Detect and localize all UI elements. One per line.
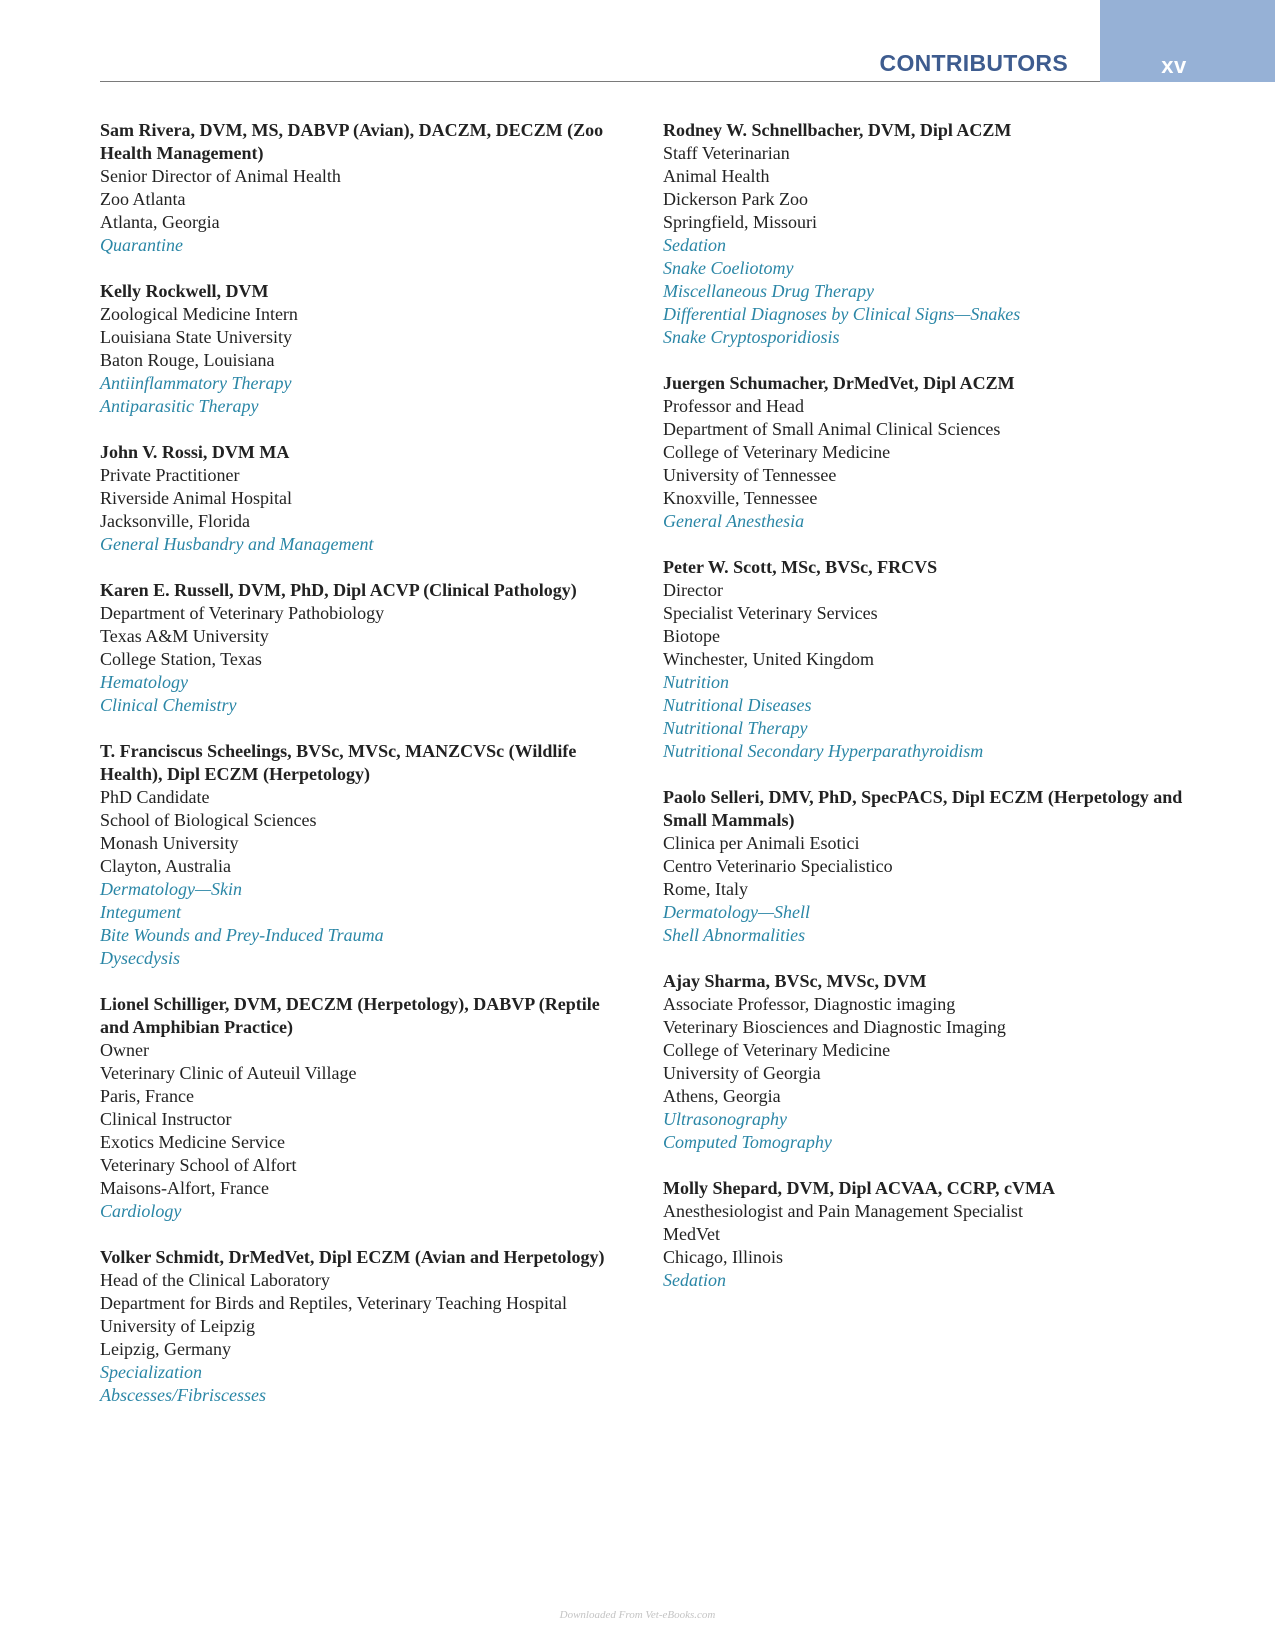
affiliation-line: Riverside Animal Hospital [100,488,292,508]
affiliation-line: College Station, Texas [100,649,262,669]
contributor-entry [100,579,620,717]
affiliation-line: Atlanta, Georgia [100,212,220,232]
affiliation-line: Springfield, Missouri [663,212,818,232]
chapter-topic: Sedation [663,1270,726,1290]
chapter-topic: Ultrasonography [663,1109,788,1129]
chapter-topic: Quarantine [100,235,183,255]
chapter-topic: Clinical Chemistry [100,695,237,715]
chapter-topic: Bite Wounds and Prey-Induced Trauma [100,925,384,945]
affiliation-line: University of Georgia [663,1063,821,1083]
affiliation-line: Clayton, Australia [100,856,231,876]
affiliation-line: College of Veterinary Medicine [663,442,891,462]
contributor-name: Volker Schmidt, DrMedVet, Dipl ECZM (Avian and Herpetology) [100,1247,605,1267]
affiliation-line: Associate Professor, Diagnostic imaging [663,994,956,1014]
chapter-topic: Shell Abnormalities [663,925,806,945]
affiliation-line: Winchester, United Kingdom [663,649,875,669]
affiliation-line: Veterinary School of Alfort [100,1155,297,1175]
affiliation-line: Animal Health [663,166,770,186]
chapter-topic: Nutritional Secondary Hyperparathyroidism [663,741,984,761]
contributor-entry [663,119,1203,349]
affiliation-line: Paris, France [100,1086,194,1106]
contributor-entry [100,280,620,418]
chapter-topic: Differential Diagnoses by Clinical Signs—Snakes [663,304,1021,324]
footer-note: Downloaded From Vet-eBooks.com [559,1609,716,1621]
contributor-name: Karen E. Russell, DVM, PhD, Dipl ACVP (Clinical Pathology) [100,580,577,600]
affiliation-line: Knoxville, Tennessee [663,488,818,508]
chapter-topic: Specialization [100,1362,202,1382]
affiliation-line: University of Leipzig [100,1316,255,1336]
affiliation-line: School of Biological Sciences [100,810,317,830]
affiliation-line: Monash University [100,833,239,853]
chapter-topic: Snake Coeliotomy [663,258,794,278]
affiliation-line: Veterinary Clinic of Auteuil Village [100,1063,357,1083]
affiliation-line: Exotics Medicine Service [100,1132,285,1152]
section-title: CONTRIBUTORS [879,50,1068,76]
chapter-topic: Cardiology [100,1201,182,1221]
affiliation-line: Senior Director of Animal Health [100,166,341,186]
chapter-topic: Nutritional Diseases [663,695,812,715]
affiliation-line: Chicago, Illinois [663,1247,783,1267]
contributor-name: Molly Shepard, DVM, Dipl ACVAA, CCRP, cVMA [663,1178,1056,1198]
affiliation-line: College of Veterinary Medicine [663,1040,891,1060]
chapter-topic: Nutritional Therapy [663,718,808,738]
affiliation-line: Department of Veterinary Pathobiology [100,603,385,623]
contributor-name: John V. Rossi, DVM MA [100,442,290,462]
affiliation-line: Zoo Atlanta [100,189,186,209]
contributor-name: Peter W. Scott, MSc, BVSc, FRCVS [663,557,938,577]
chapter-topic: Abscesses/Fibriscesses [100,1385,266,1405]
affiliation-line: Rome, Italy [663,879,748,899]
contributor-name: Paolo Selleri, DMV, PhD, SpecPACS, Dipl ECZM (Herpetology and Small Mammals) [663,787,1183,830]
chapter-topic: Antiparasitic Therapy [100,396,259,416]
affiliation-line: Department of Small Animal Clinical Sciences [663,419,1001,439]
contributor-entry [663,556,1203,763]
chapter-topic: Nutrition [663,672,730,692]
contributor-entry [663,970,1203,1154]
chapter-topic: General Anesthesia [663,511,805,531]
affiliation-line: Athens, Georgia [663,1086,781,1106]
affiliation-line: MedVet [663,1224,720,1244]
contributor-name: Ajay Sharma, BVSc, MVSc, DVM [663,971,927,991]
contributor-name: T. Franciscus Scheelings, BVSc, MVSc, MANZCVSc (Wildlife Health), Dipl ECZM (Herpetology) [100,741,577,784]
contributor-entry [663,372,1203,533]
affiliation-line: Baton Rouge, Louisiana [100,350,275,370]
affiliation-line: Dickerson Park Zoo [663,189,808,209]
affiliation-line: Texas A&M University [100,626,269,646]
affiliation-line: Centro Veterinario Specialistico [663,856,893,876]
chapter-topic: Computed Tomography [663,1132,832,1152]
chapter-topic: General Husbandry and Management [100,534,374,554]
affiliation-line: PhD Candidate [100,787,210,807]
affiliation-line: Louisiana State University [100,327,292,347]
page-number: xv [1161,53,1187,78]
left-column [100,119,620,1430]
affiliation-line: Professor and Head [663,396,804,416]
chapter-topic: Miscellaneous Drug Therapy [663,281,874,301]
contributor-name: Lionel Schilliger, DVM, DECZM (Herpetology), DABVP (Reptile and Amphibian Practice) [100,994,600,1037]
affiliation-line: University of Tennessee [663,465,837,485]
affiliation-line: Jacksonville, Florida [100,511,250,531]
contributor-entry [100,1246,620,1407]
contributor-name: Sam Rivera, DVM, MS, DABVP (Avian), DACZM, DECZM (Zoo Health Management) [100,120,604,163]
contributor-name: Juergen Schumacher, DrMedVet, Dipl ACZM [663,373,1015,393]
affiliation-line: Maisons-Alfort, France [100,1178,269,1198]
affiliation-line: Director [663,580,723,600]
affiliation-line: Leipzig, Germany [100,1339,231,1359]
chapter-topic: Sedation [663,235,726,255]
affiliation-line: Head of the Clinical Laboratory [100,1270,330,1290]
affiliation-line: Private Practitioner [100,465,240,485]
chapter-topic: Hematology [100,672,188,692]
affiliation-line: Specialist Veterinary Services [663,603,878,623]
contributor-entry [100,441,620,556]
contributor-entry [100,740,620,970]
chapter-topic: Dysecdysis [100,948,180,968]
affiliation-line: Owner [100,1040,149,1060]
contributor-name: Kelly Rockwell, DVM [100,281,269,301]
affiliation-line: Department for Birds and Reptiles, Veterinary Teaching Hospital [100,1293,567,1313]
contributor-name: Rodney W. Schnellbacher, DVM, Dipl ACZM [663,120,1012,140]
affiliation-line: Clinical Instructor [100,1109,232,1129]
right-column [663,119,1203,1315]
chapter-topic: Integument [100,902,181,922]
affiliation-line: Veterinary Biosciences and Diagnostic Imaging [663,1017,1006,1037]
chapter-topic: Snake Cryptosporidiosis [663,327,840,347]
contributor-entry [100,119,620,257]
affiliation-line: Anesthesiologist and Pain Management Specialist [663,1201,1023,1221]
affiliation-line: Staff Veterinarian [663,143,790,163]
chapter-topic: Antiinflammatory Therapy [100,373,292,393]
chapter-topic: Dermatology—Shell [663,902,810,922]
affiliation-line: Zoological Medicine Intern [100,304,298,324]
contributor-entry [663,1177,1203,1292]
contributor-entry [100,993,620,1223]
header-rule [100,81,1100,82]
contributor-entry [663,786,1203,947]
affiliation-line: Clinica per Animali Esotici [663,833,860,853]
chapter-topic: Dermatology—Skin [100,879,242,899]
affiliation-line: Biotope [663,626,720,646]
